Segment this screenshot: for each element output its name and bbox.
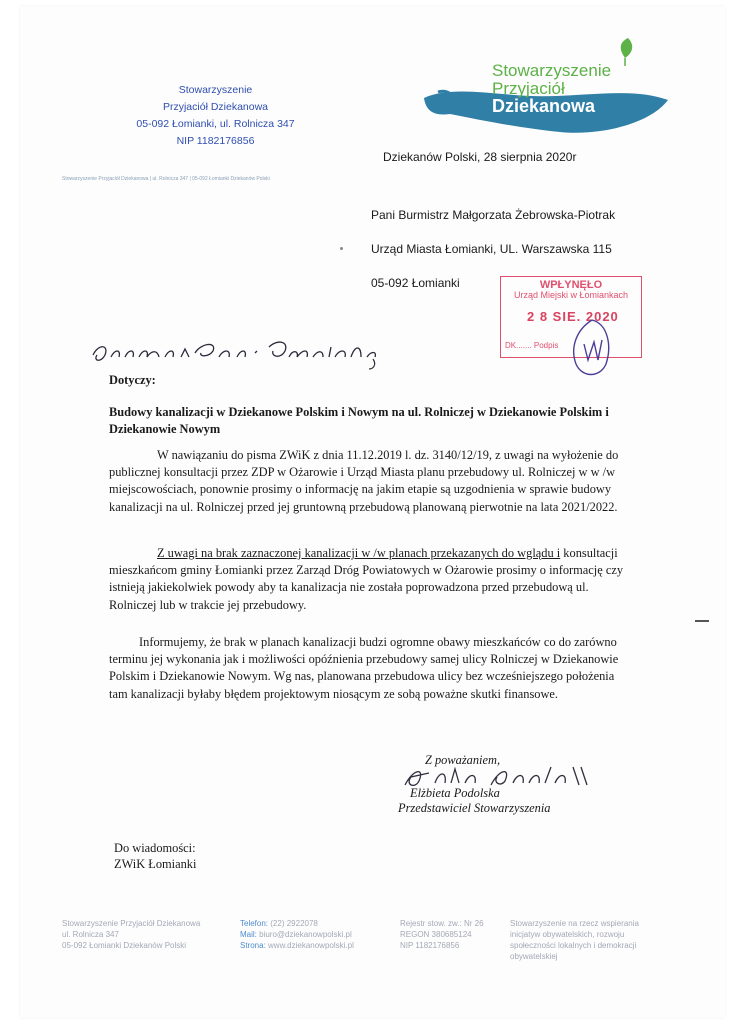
cc-label: Do wiadomości:	[114, 841, 196, 855]
footer-address	[62, 918, 232, 951]
letter-date: Dziekanów Polski, 28 sierpnia 2020r	[383, 150, 577, 164]
handwritten-greeting	[85, 335, 385, 371]
signer-role: Przedstawiciel Stowarzyszenia	[398, 801, 551, 815]
footer-line: NIP 1182176856	[400, 941, 460, 950]
margin-mark	[695, 620, 709, 622]
footer-website: www.dziekanowpolski.pl	[268, 941, 354, 950]
initials-scribble	[570, 316, 614, 380]
received-stamp-title: WPŁYNĘŁO	[539, 279, 603, 291]
footer-line: REGON 380685124	[400, 930, 472, 939]
footer-email: biuro@dziekanowpolski.pl	[259, 930, 352, 939]
closing-regards: Z poważaniem,	[425, 753, 501, 767]
header-tiny-address: Stowarzyszenie Przyjaciół Dziekanowa | ul. Rolnicza 347 | 05-092 Łomianki Dziekanów Polski	[62, 176, 270, 182]
footer-line: inicjatyw obywatelskich, rozwoju	[510, 930, 625, 939]
subject-line: Budowy kanalizacji w Dziekanowe Polskim i Nowym na ul. Rolniczej w Dziekanowie Polskim i Dziekanowie Nowym	[109, 405, 609, 437]
paragraph-2-underlined: Z uwagi na brak zaznaczonej kanalizacji w /w planach przekazanych do wglądu i	[157, 546, 561, 560]
footer-label: Telefon:	[240, 919, 269, 928]
ink-dot	[340, 247, 343, 250]
footer-line: Stowarzyszenie Przyjaciół Dziekanowa	[62, 919, 201, 928]
sender-stamp-line: 05-092 Łomianki, ul. Rolnicza 347	[136, 118, 295, 130]
footer-registry	[400, 918, 500, 951]
footer-label: Strona:	[240, 941, 266, 950]
footer-mission	[510, 918, 670, 962]
footer-phone: (22) 2922078	[270, 919, 318, 928]
subject-label: Dotyczy:	[109, 373, 156, 387]
recipient-line: Pani Burmistrz Małgorzata Żebrowska-Piotrak	[371, 208, 616, 222]
logo-text-line: Stowarzyszenie	[492, 61, 612, 80]
paragraph-3: Informujemy, że brak w planach kanalizacji budzi ogromne obawy mieszkańców co do zarówno terminu jej wykonania jak i możliwości opóźnienia przebudowy samej ulicy Rolniczej w Dziekanowie Polskim i Dziekanowie Nowym. Wg nas, planowana przebudowa ulicy bez wcześniejszego położenia tam kanalizacji byłaby błędem projektowym niosącym ze sobą poważne skutki finansowe.	[109, 635, 619, 701]
footer-line: 05-092 Łomianki Dziekanów Polski	[62, 941, 187, 950]
sender-stamp-line: Przyjaciół Dziekanowa	[162, 101, 269, 113]
received-stamp-footer: DK....... Podpis	[505, 341, 559, 350]
footer-line: obywatelskiej	[510, 952, 558, 961]
sender-stamp-line: Stowarzyszenie	[178, 84, 253, 96]
footer-contact	[240, 918, 400, 951]
received-stamp-subtitle: Urząd Miejski w Łomiankach	[513, 290, 629, 300]
logo-text-line: Dziekanowa	[492, 96, 596, 116]
logo-text-line: Przyjaciół	[492, 79, 565, 98]
paragraph-2	[109, 545, 629, 614]
recipient-line: 05-092 Łomianki	[371, 276, 460, 290]
footer-line: ul. Rolnicza 347	[62, 930, 119, 939]
footer-line: Rejestr stow. zw.: Nr 26	[400, 919, 484, 928]
cc-entry: ZWiK Łomianki	[114, 857, 197, 871]
sender-stamp-line: NIP 1182176856	[176, 135, 255, 147]
paragraph-1: W nawiązaniu do pisma ZWiK z dnia 11.12.2019 l. dz. 3140/12/19, z uwagi na wyłożenie do publicznej konsultacji przez ZDP w Ożarowie i Urząd Miasta planu przebudowy ul. Rolniczej w w /w miejscowościach, ponownie prosimy o informację na jakim etapie są uzgodnienia w sprawie budowy kanalizacji na ul. Rolniczej przed jej gruntowną przebudową planowaną pierwotnie na lata 2021/2022.	[109, 448, 619, 514]
footer-line: Stowarzyszenie na rzecz wspierania	[510, 919, 639, 928]
received-stamp-date: 2 8 SIE. 2020	[527, 309, 619, 324]
footer-line: społeczności lokalnych i demokracji	[510, 941, 637, 950]
recipient-line: Urząd Miasta Łomianki, UL. Warszawska 115	[371, 242, 612, 256]
footer-label: Mail:	[240, 930, 257, 939]
sender-stamp	[128, 82, 303, 150]
paragraph-2-rest: konsultacji mieszkańcom gminy Łomianki przez Zarząd Dróg Powiatowych w Ożarowie prosimy o informację czy istnieją jakiekolwiek powody aby ta kanalizacja nie została poprowadzona przed przebudową ul. Rolniczej lub w trakcie jej przebudowy.	[109, 546, 624, 612]
signer-name: Elżbieta Podolska	[410, 786, 500, 800]
